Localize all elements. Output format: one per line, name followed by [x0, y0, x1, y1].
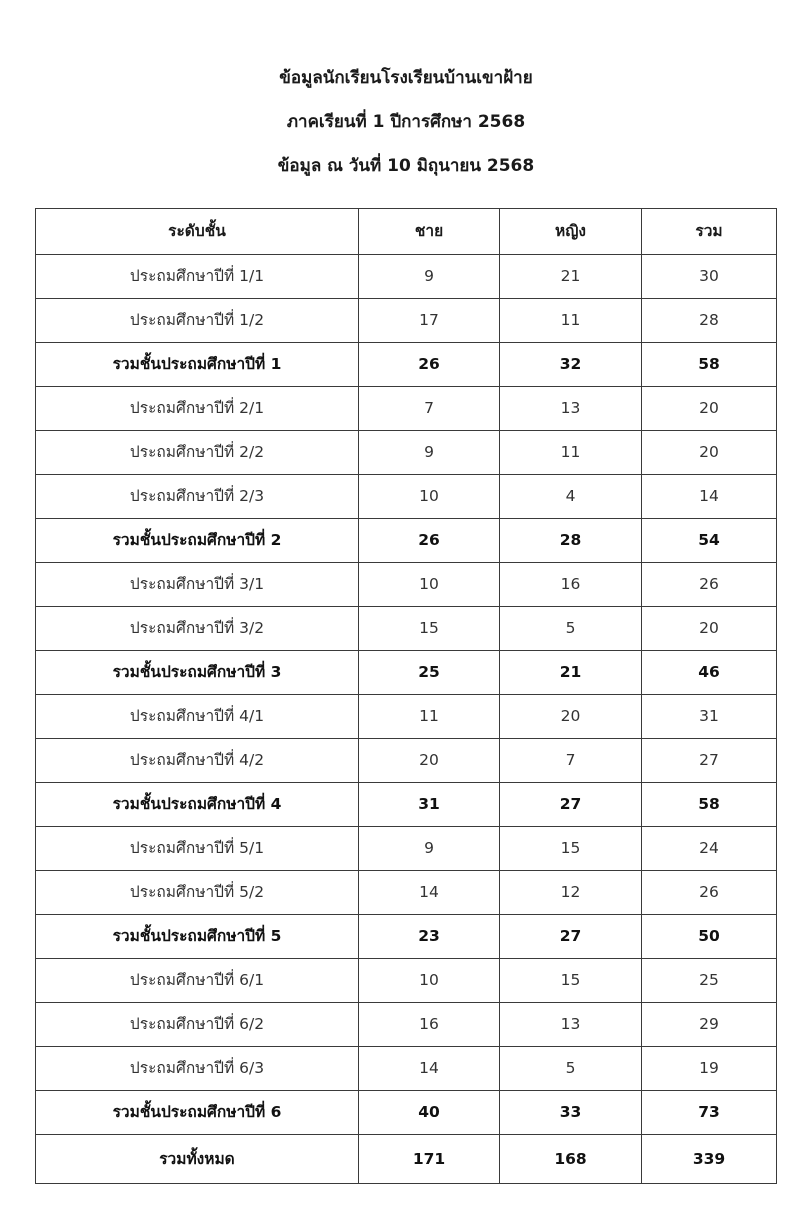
- cell-total: 30: [642, 255, 777, 299]
- cell-total: 25: [642, 959, 777, 1003]
- cell-female: 28: [500, 519, 642, 563]
- cell-total: 73: [642, 1091, 777, 1135]
- cell-level: ประถมศึกษาปีที่ 6/2: [36, 1003, 359, 1047]
- table-row: [36, 475, 777, 519]
- table-row: [36, 739, 777, 783]
- cell-male: 20: [359, 739, 500, 783]
- subtotal-row: [36, 343, 777, 387]
- cell-level: ประถมศึกษาปีที่ 5/2: [36, 871, 359, 915]
- table-row: [36, 387, 777, 431]
- cell-female: 15: [500, 959, 642, 1003]
- cell-male: 40: [359, 1091, 500, 1135]
- grand-total-row: [36, 1135, 777, 1184]
- cell-total: 14: [642, 475, 777, 519]
- cell-level: รวมชั้นประถมศึกษาปีที่ 4: [36, 783, 359, 827]
- cell-male: 9: [359, 431, 500, 475]
- cell-level: ประถมศึกษาปีที่ 4/1: [36, 695, 359, 739]
- cell-female: 21: [500, 255, 642, 299]
- subtotal-row: [36, 915, 777, 959]
- table-row: [36, 607, 777, 651]
- cell-total: 46: [642, 651, 777, 695]
- cell-total: 27: [642, 739, 777, 783]
- table-row: [36, 299, 777, 343]
- table-row: [36, 255, 777, 299]
- cell-total: 31: [642, 695, 777, 739]
- document-title: ข้อมูลนักเรียนโรงเรียนบ้านเขาฝ้าย: [279, 68, 533, 88]
- cell-male: 26: [359, 519, 500, 563]
- cell-total: 29: [642, 1003, 777, 1047]
- data-date-label: ข้อมูล ณ วันที่ 10 มิถุนายน 2568: [277, 156, 535, 176]
- cell-total: 26: [642, 871, 777, 915]
- cell-total: 19: [642, 1047, 777, 1091]
- cell-level: รวมชั้นประถมศึกษาปีที่ 2: [36, 519, 359, 563]
- cell-level: ประถมศึกษาปีที่ 1/1: [36, 255, 359, 299]
- cell-level: ประถมศึกษาปีที่ 1/2: [36, 299, 359, 343]
- cell-level: ประถมศึกษาปีที่ 2/2: [36, 431, 359, 475]
- table-row: [36, 1003, 777, 1047]
- cell-total: 26: [642, 563, 777, 607]
- subtotal-row: [36, 651, 777, 695]
- cell-female: 4: [500, 475, 642, 519]
- table-footer: [36, 1135, 777, 1184]
- cell-level: ประถมศึกษาปีที่ 2/1: [36, 387, 359, 431]
- cell-total: 50: [642, 915, 777, 959]
- table-header: [36, 209, 777, 255]
- table-row: [36, 871, 777, 915]
- cell-total: 20: [642, 431, 777, 475]
- cell-level: รวมชั้นประถมศึกษาปีที่ 3: [36, 651, 359, 695]
- cell-female: 33: [500, 1091, 642, 1135]
- table-row: [36, 695, 777, 739]
- cell-female: 15: [500, 827, 642, 871]
- cell-female: 7: [500, 739, 642, 783]
- cell-male: 9: [359, 827, 500, 871]
- table-row: [36, 959, 777, 1003]
- grand-total-female: 168: [500, 1135, 642, 1184]
- table-row: [36, 431, 777, 475]
- cell-total: 58: [642, 343, 777, 387]
- table-row: [36, 563, 777, 607]
- cell-level: ประถมศึกษาปีที่ 2/3: [36, 475, 359, 519]
- cell-total: 54: [642, 519, 777, 563]
- cell-male: 15: [359, 607, 500, 651]
- cell-total: 58: [642, 783, 777, 827]
- cell-male: 10: [359, 959, 500, 1003]
- cell-male: 7: [359, 387, 500, 431]
- cell-male: 17: [359, 299, 500, 343]
- cell-total: 24: [642, 827, 777, 871]
- grand-total-male: 171: [359, 1135, 500, 1184]
- cell-male: 26: [359, 343, 500, 387]
- cell-male: 16: [359, 1003, 500, 1047]
- column-header-male: ชาย: [359, 209, 500, 255]
- cell-level: ประถมศึกษาปีที่ 5/1: [36, 827, 359, 871]
- cell-total: 28: [642, 299, 777, 343]
- subtotal-row: [36, 1091, 777, 1135]
- cell-female: 27: [500, 915, 642, 959]
- cell-male: 31: [359, 783, 500, 827]
- subtotal-row: [36, 783, 777, 827]
- cell-male: 10: [359, 563, 500, 607]
- cell-female: 13: [500, 1003, 642, 1047]
- document-header: [0, 56, 812, 188]
- cell-male: 14: [359, 871, 500, 915]
- cell-female: 13: [500, 387, 642, 431]
- cell-female: 21: [500, 651, 642, 695]
- cell-female: 32: [500, 343, 642, 387]
- cell-male: 10: [359, 475, 500, 519]
- table-row: [36, 1047, 777, 1091]
- cell-male: 14: [359, 1047, 500, 1091]
- header-row: [36, 209, 777, 255]
- cell-total: 20: [642, 607, 777, 651]
- cell-level: ประถมศึกษาปีที่ 3/1: [36, 563, 359, 607]
- cell-level: รวมชั้นประถมศึกษาปีที่ 5: [36, 915, 359, 959]
- cell-female: 11: [500, 299, 642, 343]
- cell-female: 27: [500, 783, 642, 827]
- grand-total-label: รวมทั้งหมด: [36, 1135, 359, 1184]
- cell-level: รวมชั้นประถมศึกษาปีที่ 6: [36, 1091, 359, 1135]
- cell-level: ประถมศึกษาปีที่ 6/3: [36, 1047, 359, 1091]
- student-count-table: [35, 208, 777, 1184]
- cell-male: 23: [359, 915, 500, 959]
- cell-total: 20: [642, 387, 777, 431]
- cell-female: 11: [500, 431, 642, 475]
- table-body: [36, 255, 777, 1135]
- column-header-female: หญิง: [500, 209, 642, 255]
- column-header-total: รวม: [642, 209, 777, 255]
- subtotal-row: [36, 519, 777, 563]
- cell-male: 11: [359, 695, 500, 739]
- cell-female: 16: [500, 563, 642, 607]
- column-header-level: ระดับชั้น: [36, 209, 359, 255]
- cell-female: 12: [500, 871, 642, 915]
- cell-level: ประถมศึกษาปีที่ 6/1: [36, 959, 359, 1003]
- grand-total-all: 339: [642, 1135, 777, 1184]
- cell-level: ประถมศึกษาปีที่ 3/2: [36, 607, 359, 651]
- semester-label: ภาคเรียนที่ 1 ปีการศึกษา 2568: [286, 112, 526, 132]
- cell-female: 20: [500, 695, 642, 739]
- cell-female: 5: [500, 607, 642, 651]
- cell-female: 5: [500, 1047, 642, 1091]
- cell-level: รวมชั้นประถมศึกษาปีที่ 1: [36, 343, 359, 387]
- table-row: [36, 827, 777, 871]
- cell-male: 25: [359, 651, 500, 695]
- cell-level: ประถมศึกษาปีที่ 4/2: [36, 739, 359, 783]
- cell-male: 9: [359, 255, 500, 299]
